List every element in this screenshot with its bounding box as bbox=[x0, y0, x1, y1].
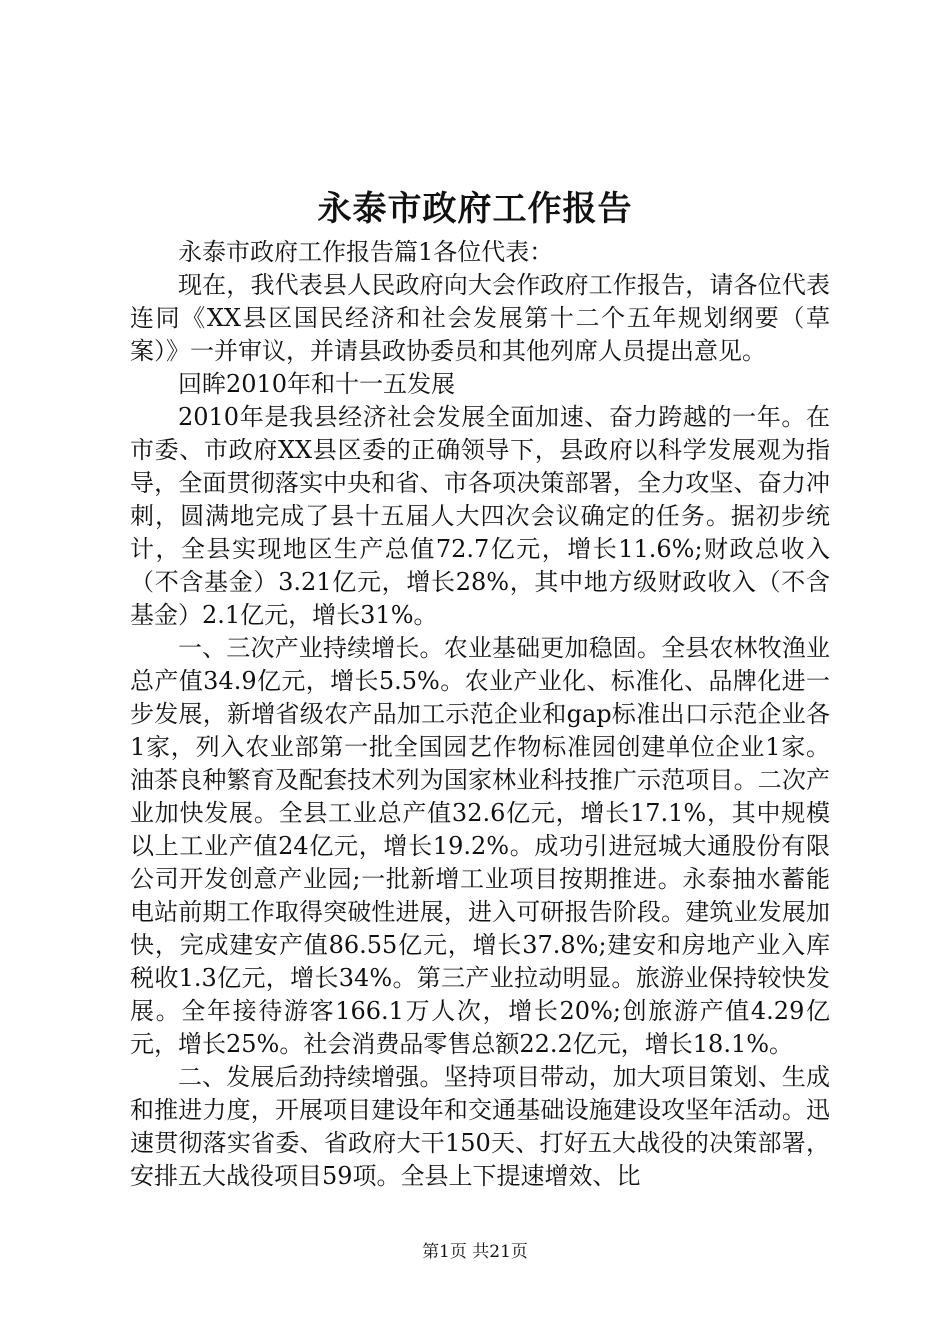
paragraph-salutation: 永泰市政府工作报告篇1各位代表： bbox=[178, 238, 554, 266]
paragraph-industry-growth: 一、三次产业持续增长。农业基础更加稳固。全县农林牧渔业总产值34.9亿元，增长5.5%。农业产业化、标准化、品牌化进一步发展，新增省级农产品加工示范企业和gap标准出口示范企业各1家，列入农业部第一批全国园艺作物标准园创建单位企业1家。油茶良种繁育及配套技术列为国家林业科技推广示范项目。二次产业加快发展。全县工业总产值32.6亿元，增长17.1%，其中规模以上工业产值24亿元，增长19.2%。成功引进冠城大通股份有限公司开发创意产业园;一批新增工业项目按期推进。永泰抽水蓄能电站前期工作取得突破性进展，进入可研报告阶段。建筑业发展加快，完成建安产值86.55亿元，增长37.8%;建安和房地产业入库税收1.3亿元，增长34%。第三产业拉动明显。旅游业保持较快发展。全年接待游客166.1万人次，增长20%;创旅游产值4.29亿元，增长25%。社会消费品零售总额22.2亿元，增长18.1%。 bbox=[130, 634, 830, 1058]
paragraph-intro: 现在，我代表县人民政府向大会作政府工作报告，请各位代表连同《XX县区国民经济和社会发展第十二个五年规划纲要（草案）》一并审议，并请县政协委员和其他列席人员提出意见。 bbox=[130, 271, 830, 365]
paragraph-heading-review: 回眸2010年和十一五发展 bbox=[178, 370, 456, 398]
document-body bbox=[130, 236, 830, 1193]
document-title: 永泰市政府工作报告 bbox=[317, 189, 633, 229]
paragraph-2010-summary: 2010年是我县经济社会发展全面加速、奋力跨越的一年。在市委、市政府XX县区委的正确领导下，县政府以科学发展观为指导，全面贯彻落实中央和省、市各项决策部署，全力攻坚、奋力冲刺，圆满地完成了县十五届人大四次会议确定的任务。据初步统计，全县实现地区生产总值72.7亿元，增长11.6%;财政总收入（不含基金）3.21亿元，增长28%，其中地方级财政收入（不含基金）2.1亿元，增长31%。 bbox=[130, 403, 830, 629]
paragraph-development-momentum: 二、发展后劲持续增强。坚持项目带动，加大项目策划、生成和推进力度，开展项目建设年和交通基础设施建设攻坚年活动。迅速贯彻落实省委、省政府大干150天、打好五大战役的决策部署，安排五大战役项目59项。全县上下提速增效、比 bbox=[130, 1063, 830, 1190]
page-number-footer: 第1页 共21页 bbox=[422, 1242, 528, 1262]
